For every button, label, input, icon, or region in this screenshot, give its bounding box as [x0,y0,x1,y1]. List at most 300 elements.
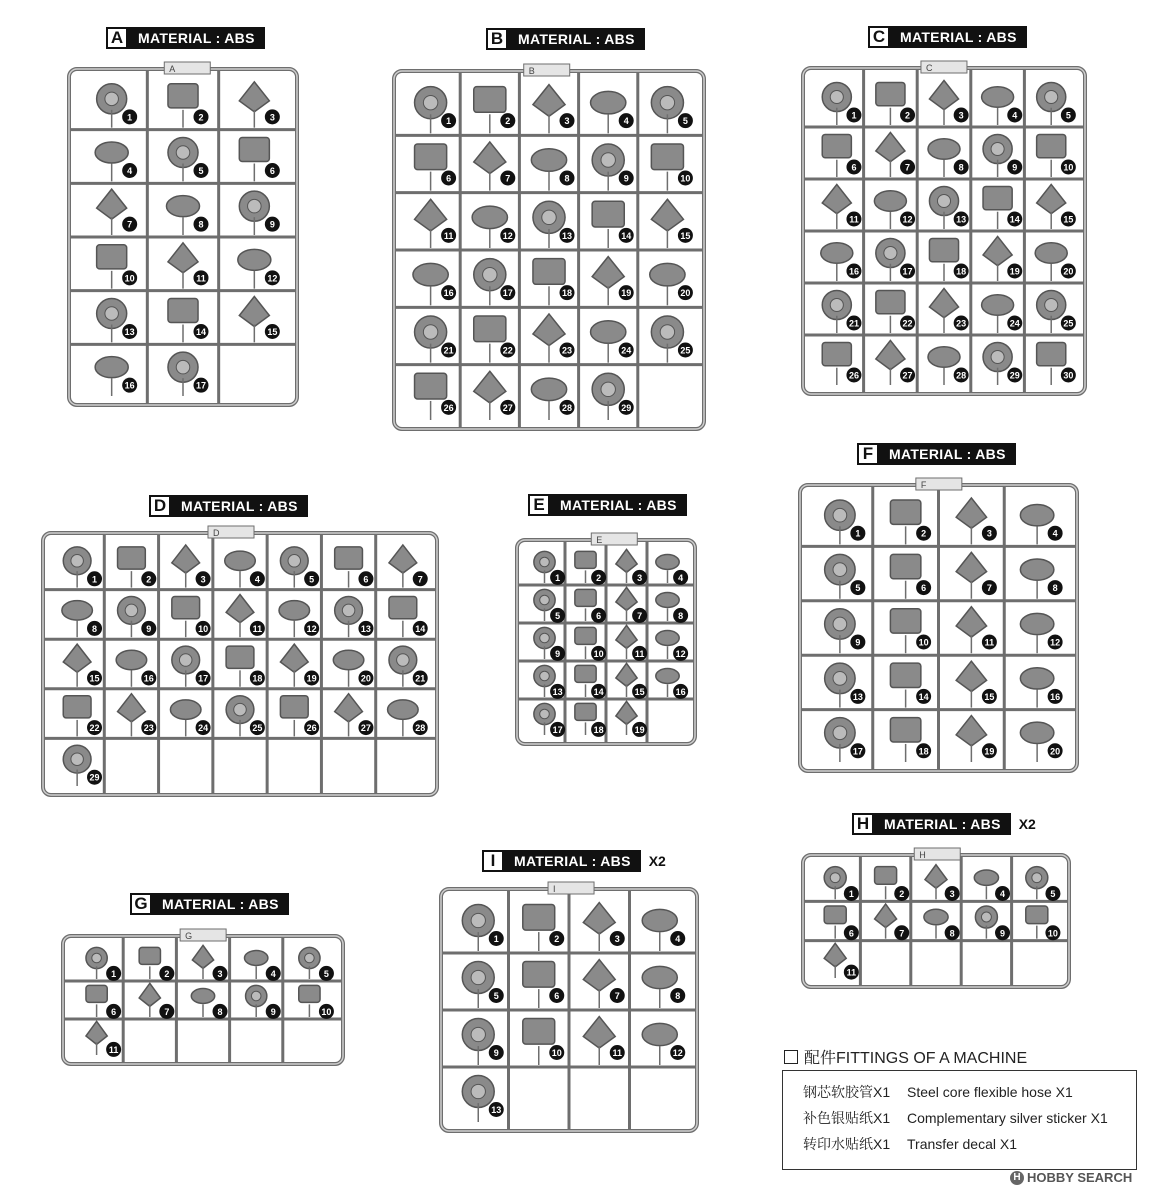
svg-text:21: 21 [443,345,454,356]
part-D-11 [226,595,254,638]
part-H-8 [924,909,948,938]
part-B-14 [592,201,624,248]
part-number-badge [1007,316,1022,331]
part-number-badge [632,608,647,623]
svg-text:6: 6 [848,928,854,939]
part-G-5 [299,947,320,979]
part-number-badge [358,571,373,586]
svg-text:6: 6 [921,583,927,594]
svg-text:14: 14 [621,230,632,241]
part-number-badge [159,966,174,981]
part-A-13 [97,298,127,342]
part-number-badge [900,368,915,383]
svg-text:10: 10 [593,648,604,659]
svg-text:12: 12 [306,623,317,634]
svg-text:11: 11 [252,623,263,634]
part-G-8 [191,989,214,1017]
part-number-badge [591,570,606,585]
part-number-badge [673,684,688,699]
svg-text:5: 5 [682,116,688,127]
part-number-badge [87,770,102,785]
part-F-5 [825,554,855,598]
svg-text:20: 20 [360,673,371,684]
part-number-badge [196,621,211,636]
part-number-badge [619,228,634,243]
part-number-badge [1007,368,1022,383]
svg-text:4: 4 [254,574,260,585]
part-H-9 [975,906,997,939]
part-number-badge [213,966,228,981]
svg-text:9: 9 [1000,928,1006,939]
part-B-23 [533,314,565,363]
svg-text:18: 18 [593,724,604,735]
svg-text:6: 6 [363,574,369,585]
svg-text:14: 14 [1009,214,1020,225]
part-D-15 [63,644,91,687]
runner-frame-G [60,933,346,1067]
part-number-badge [846,160,861,175]
part-number-badge [632,570,647,585]
part-number-badge [196,671,211,686]
svg-text:16: 16 [443,288,454,299]
part-G-10 [299,985,320,1017]
svg-text:7: 7 [127,219,133,230]
part-number-badge [122,217,137,232]
material-label: MATERIAL : ABS [879,443,1016,465]
part-C-22 [876,290,905,333]
svg-text:15: 15 [267,327,278,337]
runner-frame-H [800,852,1072,990]
part-number-badge [550,608,565,623]
part-I-7 [583,960,615,1008]
fittings-title: 配件FITTINGS OF A MACHINE [804,1050,1028,1067]
part-C-5 [1037,82,1066,125]
svg-text:30: 30 [1063,370,1074,381]
part-C-23 [929,288,958,333]
part-D-7 [389,545,417,588]
part-number-badge [619,343,634,358]
part-number-badge [319,966,334,981]
svg-text:9: 9 [493,1048,499,1058]
svg-text:26: 26 [848,370,859,381]
svg-text:5: 5 [1065,110,1071,121]
part-number-badge [194,109,209,124]
part-number-badge [266,966,281,981]
part-number-badge [850,743,865,758]
part-number-badge [916,526,931,541]
part-B-1 [415,87,447,134]
part-D-22 [63,696,91,737]
svg-text:2: 2 [899,888,905,899]
part-number-badge [591,608,606,623]
svg-text:9: 9 [270,1006,276,1017]
part-number-badge [550,684,565,699]
runner-imprint-tab [591,533,637,545]
material-label: MATERIAL : ABS [504,850,641,872]
part-D-14 [389,597,417,638]
part-number-badge [916,743,931,758]
fitting-en: Steel core flexible hose X1 [907,1084,1073,1100]
fitting-cn: 补色银贴纸X1 [803,1110,891,1126]
part-number-badge [1061,368,1076,383]
svg-text:2: 2 [505,116,511,127]
part-number-badge [1061,160,1076,175]
svg-text:2: 2 [921,528,927,539]
part-number-badge [550,722,565,737]
svg-text:8: 8 [675,991,681,1001]
svg-text:1: 1 [851,110,857,121]
part-number-badge [87,671,102,686]
part-B-25 [651,316,683,363]
part-number-badge [850,580,865,595]
svg-text:21: 21 [415,673,426,684]
svg-text:10: 10 [680,173,691,184]
part-B-26 [415,373,447,420]
part-D-18 [226,646,254,687]
part-number-badge [945,925,960,940]
part-D-23 [118,694,146,737]
part-number-badge [591,646,606,661]
frame-letter: D [149,495,171,517]
part-B-9 [592,144,624,191]
part-F-17 [825,718,855,762]
part-number-badge [619,400,634,415]
svg-text:13: 13 [360,623,371,634]
part-H-11 [824,943,846,978]
part-number-badge [1048,635,1063,650]
svg-text:27: 27 [360,723,371,734]
part-C-18 [929,238,958,281]
part-F-14 [890,663,920,707]
svg-text:5: 5 [1050,888,1056,899]
part-D-9 [118,597,146,638]
svg-text:A: A [169,64,176,74]
svg-text:20: 20 [680,288,691,299]
part-I-3 [583,903,615,951]
part-number-badge [670,931,685,946]
svg-text:18: 18 [918,746,929,757]
part-number-badge [106,1042,121,1057]
part-I-2 [523,905,555,951]
part-number-badge [954,212,969,227]
multiplier: X2 [1018,816,1036,832]
part-D-5 [280,547,308,588]
part-number-badge [916,580,931,595]
part-B-28 [531,378,566,420]
part-number-badge [413,571,428,586]
svg-text:29: 29 [621,402,632,413]
part-number-badge [954,316,969,331]
part-F-10 [890,609,920,653]
runner-frame-E [514,537,698,747]
svg-text:9: 9 [146,623,152,634]
part-number-badge [610,1045,625,1060]
part-C-17 [876,238,905,281]
part-number-badge [441,343,456,358]
part-number-badge [87,571,102,586]
hobby-search-logo-icon: H [1010,1171,1024,1185]
part-G-4 [244,951,267,979]
part-B-27 [474,371,506,420]
part-number-badge [900,108,915,123]
svg-text:3: 3 [637,572,643,583]
part-number-badge [844,925,859,940]
runner-imprint-tab [208,526,254,538]
part-number-badge [954,160,969,175]
part-I-6 [523,962,555,1008]
part-number-badge [441,228,456,243]
part-H-3 [925,865,947,900]
part-C-26 [822,342,851,385]
svg-text:27: 27 [502,402,513,413]
svg-text:G: G [185,931,193,941]
part-I-11 [583,1017,615,1065]
part-H-4 [974,870,998,899]
part-I-13 [462,1076,494,1122]
part-number-badge [358,621,373,636]
runner-frame-C [800,65,1088,397]
svg-text:17: 17 [552,724,563,735]
svg-text:D: D [213,528,220,538]
part-number-badge [213,1004,228,1019]
part-number-badge [678,228,693,243]
part-number-badge [250,571,265,586]
part-number-badge [954,108,969,123]
watermark [1010,1170,1132,1185]
svg-text:5: 5 [198,166,204,176]
part-number-badge [194,217,209,232]
part-number-badge [1048,689,1063,704]
part-number-badge [610,988,625,1003]
part-D-27 [335,694,363,737]
svg-text:8: 8 [949,928,955,939]
part-number-badge [678,113,693,128]
part-C-9 [983,134,1012,177]
svg-text:I: I [553,884,556,894]
runner-imprint-tab [548,882,594,894]
svg-text:4: 4 [623,116,629,127]
part-number-badge [122,109,137,124]
part-number-badge [500,285,515,300]
svg-text:22: 22 [902,318,913,329]
svg-text:4: 4 [127,166,133,176]
part-number-badge [489,1102,504,1117]
part-H-2 [875,867,897,900]
part-number-badge [619,171,634,186]
material-label: MATERIAL : ABS [874,813,1011,835]
svg-text:2: 2 [146,574,152,585]
part-F-1 [825,500,855,544]
part-number-badge [850,635,865,650]
part-number-badge [122,378,137,393]
part-number-badge [106,966,121,981]
part-number-badge [1061,108,1076,123]
svg-text:15: 15 [680,230,691,241]
svg-text:28: 28 [561,402,573,413]
svg-text:7: 7 [905,162,911,173]
svg-text:10: 10 [1047,928,1058,939]
material-label: MATERIAL : ABS [128,27,265,49]
part-number-badge [560,228,575,243]
part-number-badge [141,720,156,735]
part-number-badge [560,171,575,186]
part-number-badge [550,646,565,661]
svg-text:18: 18 [252,673,263,684]
svg-text:8: 8 [564,173,570,184]
part-H-5 [1026,867,1048,900]
svg-text:11: 11 [443,230,454,241]
part-number-badge [1007,212,1022,227]
svg-text:25: 25 [252,723,263,734]
svg-text:19: 19 [984,746,995,757]
part-G-6 [86,985,107,1017]
part-D-2 [118,547,146,588]
part-number-badge [87,621,102,636]
part-number-badge [673,608,688,623]
part-number-badge [358,671,373,686]
part-number-badge [441,400,456,415]
part-D-13 [335,597,363,638]
part-number-badge [1061,316,1076,331]
runner-imprint-tab [164,62,210,74]
part-number-badge [610,931,625,946]
svg-text:15: 15 [984,691,995,702]
part-I-12 [642,1023,677,1065]
part-number-badge [982,635,997,650]
part-number-badge [1007,108,1022,123]
part-number-badge [441,285,456,300]
svg-text:17: 17 [502,288,513,299]
svg-text:1: 1 [92,574,98,585]
part-number-badge [954,264,969,279]
part-C-13 [929,186,958,229]
part-number-badge [673,570,688,585]
svg-text:11: 11 [612,1048,623,1058]
material-label: MATERIAL : ABS [508,28,645,50]
part-D-1 [63,547,91,588]
part-B-20 [650,263,685,305]
part-I-8 [642,966,677,1008]
part-number-badge [632,722,647,737]
svg-text:16: 16 [848,266,859,277]
svg-text:23: 23 [561,345,573,356]
frame-letter: C [868,26,890,48]
part-number-badge [304,671,319,686]
part-number-badge [549,931,564,946]
svg-text:8: 8 [198,219,204,230]
part-number-badge [194,163,209,178]
svg-text:22: 22 [502,345,513,356]
svg-text:5: 5 [555,610,561,621]
svg-text:5: 5 [309,574,315,585]
part-C-30 [1037,342,1066,385]
part-I-9 [462,1019,494,1065]
part-B-7 [474,142,506,191]
part-number-badge [266,1004,281,1019]
svg-text:3: 3 [269,112,275,123]
part-number-badge [560,400,575,415]
svg-text:1: 1 [127,112,133,123]
part-number-badge [591,684,606,699]
part-number-badge [673,646,688,661]
svg-text:24: 24 [198,723,209,734]
part-B-4 [591,91,626,133]
svg-text:12: 12 [672,1048,683,1058]
frame-header-D [149,494,316,518]
svg-text:16: 16 [143,673,154,684]
svg-text:7: 7 [637,610,643,621]
svg-text:26: 26 [306,723,317,734]
svg-text:2: 2 [198,112,204,123]
frame-letter: E [528,494,550,516]
part-number-badge [196,720,211,735]
part-C-11 [822,184,851,229]
svg-text:2: 2 [554,934,560,944]
runner-frame-D [40,530,440,798]
svg-text:6: 6 [269,166,275,176]
part-number-badge [549,1045,564,1060]
part-C-2 [876,82,905,125]
svg-text:1: 1 [855,528,861,539]
frame-header-G [130,892,297,916]
part-number-badge [678,285,693,300]
part-number-badge [678,343,693,358]
svg-text:11: 11 [984,637,995,648]
part-A-4 [95,142,128,181]
part-number-badge [894,925,909,940]
part-number-badge [304,571,319,586]
part-F-15 [956,661,986,707]
svg-text:29: 29 [1009,370,1020,381]
part-number-badge [489,988,504,1003]
part-number-badge [319,1004,334,1019]
fittings-list [782,1070,1137,1170]
part-number-badge [846,264,861,279]
svg-text:17: 17 [902,266,913,277]
part-number-badge [500,113,515,128]
svg-text:F: F [920,480,927,490]
part-B-17 [474,259,506,306]
part-A-17 [168,352,198,396]
frame-letter: I [482,850,504,872]
fittings-heading [784,1045,1027,1068]
svg-text:10: 10 [918,637,929,648]
part-F-19 [956,716,986,762]
svg-text:12: 12 [902,214,913,225]
part-G-2 [139,947,160,979]
svg-text:10: 10 [198,623,209,634]
svg-text:1: 1 [555,572,561,583]
part-C-10 [1037,134,1066,177]
part-C-21 [822,290,851,333]
runner-frame-B [391,68,707,432]
part-A-9 [239,191,269,235]
svg-text:23: 23 [143,723,154,734]
part-number-badge [954,368,969,383]
part-F-8 [1020,559,1054,599]
svg-text:16: 16 [1050,691,1061,702]
part-G-9 [246,985,267,1017]
frame-header-E [528,493,695,517]
svg-text:10: 10 [551,1048,562,1058]
svg-text:7: 7 [614,991,620,1001]
svg-text:1: 1 [446,116,452,127]
svg-text:7: 7 [417,574,423,585]
part-A-12 [238,249,271,288]
part-number-badge [1048,526,1063,541]
part-D-19 [280,644,308,687]
svg-text:1: 1 [848,888,854,899]
